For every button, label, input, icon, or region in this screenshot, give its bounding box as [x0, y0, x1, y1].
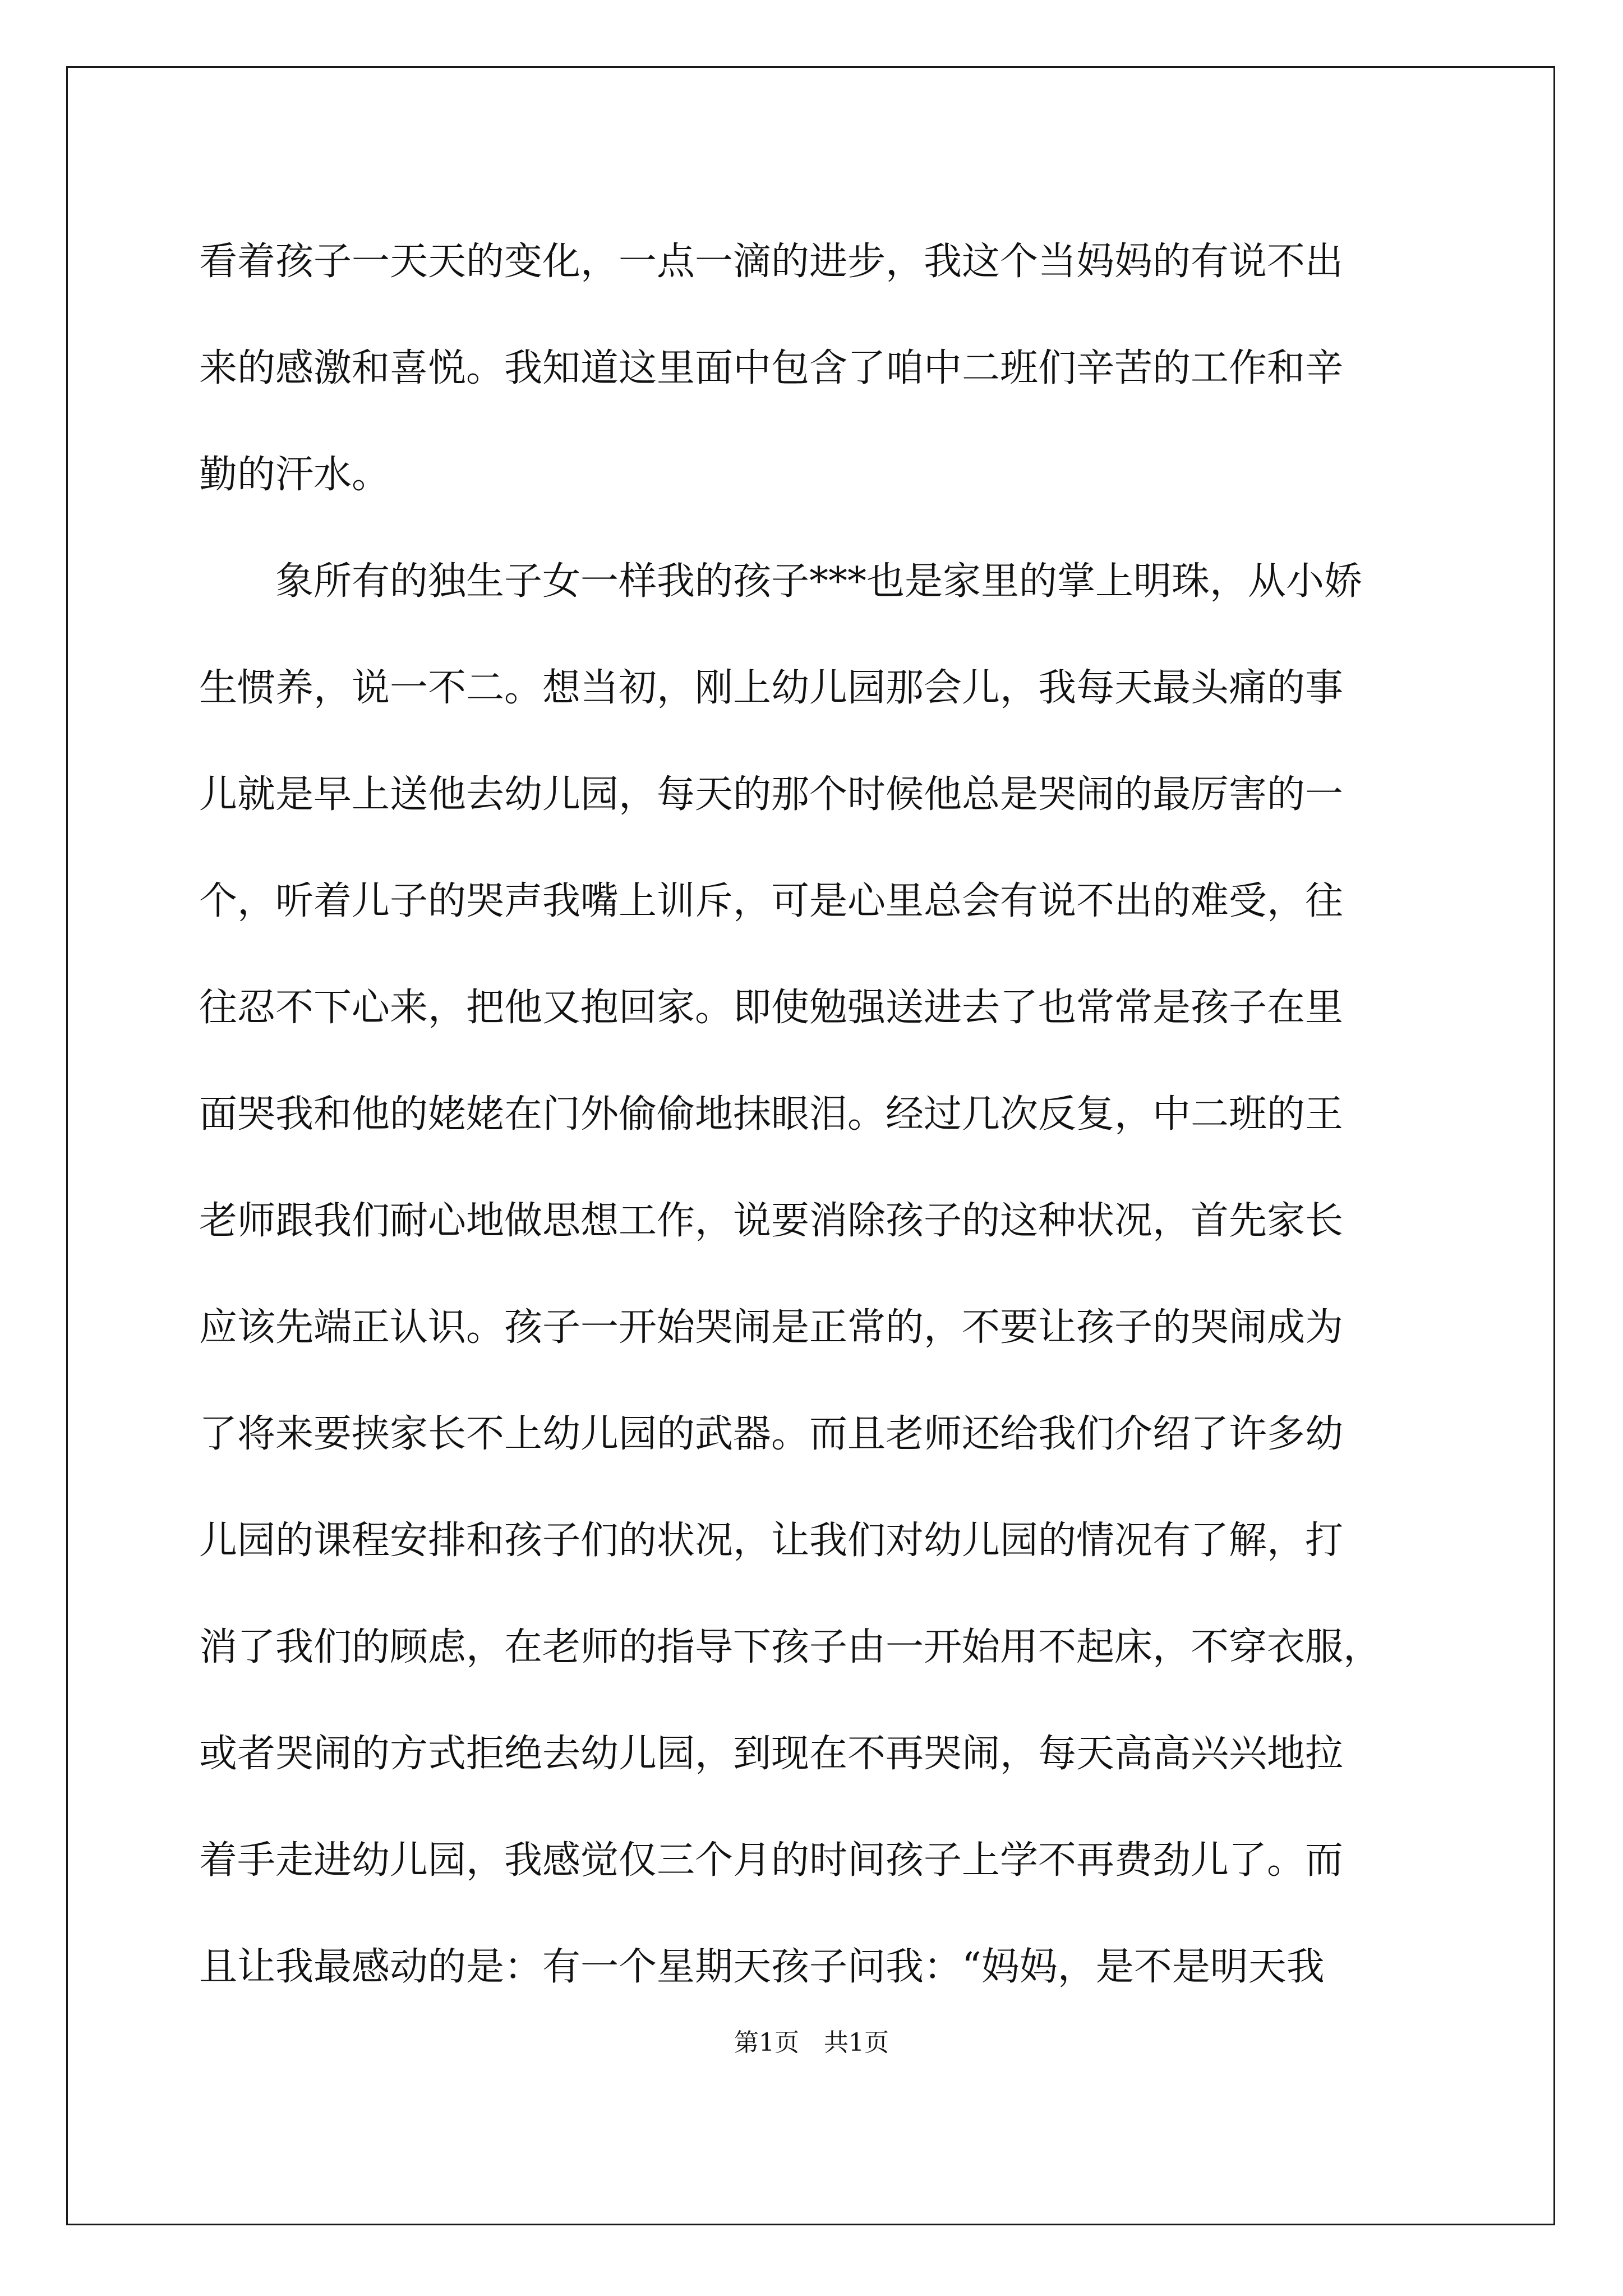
text-line: 应该先端正认识。孩子一开始哭闹是正常的，不要让孩子的哭闹成为	[199, 1305, 1344, 1350]
page-number-footer: 第1页 共1页	[734, 2028, 889, 2057]
text-line: 往忍不下心来，把他又抱回家。即使勉强送进去了也常常是孩子在里	[199, 986, 1344, 1030]
text-line: 象所有的独生子女一样我的孩子***也是家里的掌上明珠，从小娇	[199, 559, 1363, 604]
text-line: 勤的汗水。	[199, 453, 390, 497]
text-line: 了将来要挟家长不上幼儿园的武器。而且老师还给我们介绍了许多幼	[199, 1412, 1344, 1456]
text-line: 老师跟我们耐心地做思想工作，说要消除孩子的这种状况，首先家长	[199, 1199, 1344, 1243]
text-line: 或者哭闹的方式拒绝去幼儿园，到现在不再哭闹，每天高高兴兴地拉	[199, 1732, 1344, 1776]
text-line: 生惯养，说一不二。想当初，刚上幼儿园那会儿，我每天最头痛的事	[199, 666, 1344, 710]
text-line: 个，听着儿子的哭声我嘴上训斥，可是心里总会有说不出的难受，往	[199, 879, 1344, 923]
text-line: 儿就是早上送他去幼儿园，每天的那个时候他总是哭闹的最厉害的一	[199, 772, 1344, 817]
text-line: 来的感激和喜悦。我知道这里面中包含了咱中二班们辛苦的工作和辛	[199, 346, 1344, 390]
text-line: 且让我最感动的是：有一个星期天孩子问我：“妈妈，是不是明天我	[199, 1945, 1325, 1989]
text-line: 面哭我和他的姥姥在门外偷偷地抹眼泪。经过几次反复，中二班的王	[199, 1092, 1344, 1137]
body-text	[199, 209, 1427, 2021]
text-line: 儿园的课程安排和孩子们的状况，让我们对幼儿园的情况有了解，打	[199, 1519, 1344, 1563]
text-line: 看着孩子一天天的变化，一点一滴的进步，我这个当妈妈的有说不出	[199, 240, 1344, 284]
text-line: 消了我们的顾虑，在老师的指导下孩子由一开始用不起床，不穿衣服，	[199, 1625, 1382, 1669]
text-line: 着手走进幼儿园，我感觉仅三个月的时间孩子上学不再费劲儿了。而	[199, 1838, 1344, 1883]
